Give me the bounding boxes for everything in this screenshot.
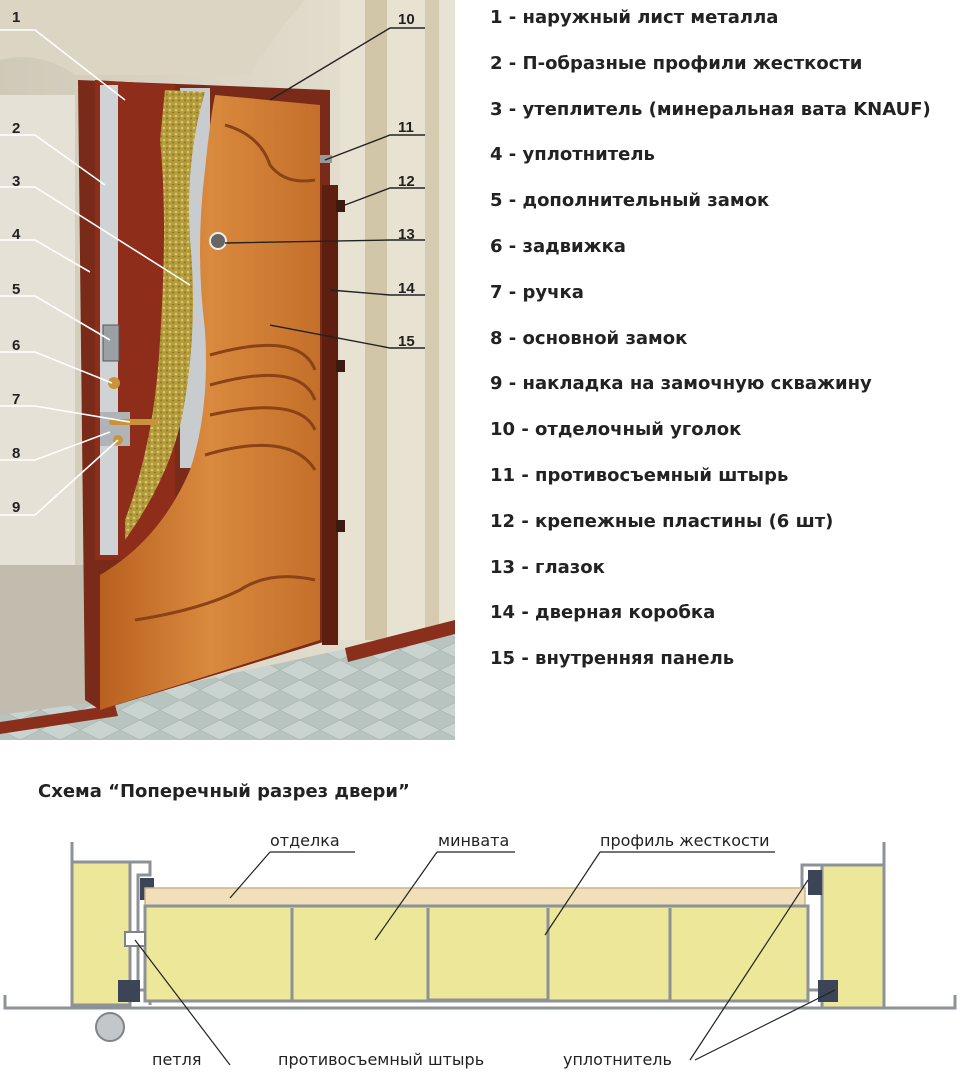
mounting-plate-2 [336,360,345,372]
label-pin: противосъемный штырь [278,1050,485,1069]
legend-item: 12 - крепежные пластины (6 шт) [490,510,834,532]
label-minwool: минвата [438,831,510,850]
callout-6: 6 [12,337,21,354]
label-finish: отделка [270,831,340,850]
callout-12: 12 [398,173,415,190]
callout-1: 1 [12,9,21,26]
legend-item: 13 - глазок [490,556,605,578]
legend-item: 14 - дверная коробка [490,602,716,624]
legend-item: 6 - задвижка [490,235,626,257]
stiffener-profile [100,85,118,555]
anti-removal-pin [125,932,145,946]
legend-item: 10 - отделочный уголок [490,419,742,441]
frame-jamb [322,185,338,645]
label-profile: профиль жесткости [600,831,770,850]
wallpaper-stripe-2 [425,0,439,640]
wallpaper-stripe [365,0,387,640]
seal-left-bottom [118,980,140,1002]
mounting-plate-3 [336,520,345,532]
hinge [96,1013,124,1041]
legend-list [490,4,955,691]
left-room [0,95,75,565]
callout-9: 9 [12,499,21,516]
finish-panel [145,888,805,906]
left-wall-panel [0,565,95,715]
legend-item: 3 - утеплитель (минеральная вата KNAUF) [490,98,931,120]
callout-7: 7 [12,391,21,408]
latch [108,377,120,389]
callout-4: 4 [12,226,21,243]
seal-right-top [808,870,822,895]
callout-3: 3 [12,173,21,190]
door-illustration [0,0,455,740]
legend-item: 15 - внутренняя панель [490,648,735,670]
legend-item: 5 - дополнительный замок [490,190,770,212]
legend-item: 2 - П-образные профили жесткости [490,52,863,74]
seal-right-bottom [818,980,838,1002]
callout-15: 15 [398,333,415,350]
mounting-plate [336,200,345,212]
label-seal: уплотнитель [563,1050,672,1069]
legend-item: 7 - ручка [490,281,584,303]
legend-item: 9 - накладка на замочную скважину [490,373,872,395]
callout-13: 13 [398,226,415,243]
callout-10: 10 [398,11,415,28]
legend-item: 4 - уплотнитель [490,144,655,166]
peephole [210,233,226,249]
callout-11: 11 [398,119,414,136]
cross-section-diagram [0,820,960,1082]
callout-5: 5 [12,281,21,298]
callout-8: 8 [12,445,21,462]
legend-item: 1 - наружный лист металла [490,7,779,28]
scheme-title: Схема “Поперечный разрез двери” [38,781,410,802]
legend-item: 11 - противосъемный штырь [490,464,789,486]
callout-14: 14 [398,280,415,297]
callout-2: 2 [12,120,21,137]
legend-item: 8 - основной замок [490,327,688,349]
extra-lock [103,325,119,361]
door-leaf-wool [145,906,808,1001]
label-hinge: петля [152,1050,202,1069]
